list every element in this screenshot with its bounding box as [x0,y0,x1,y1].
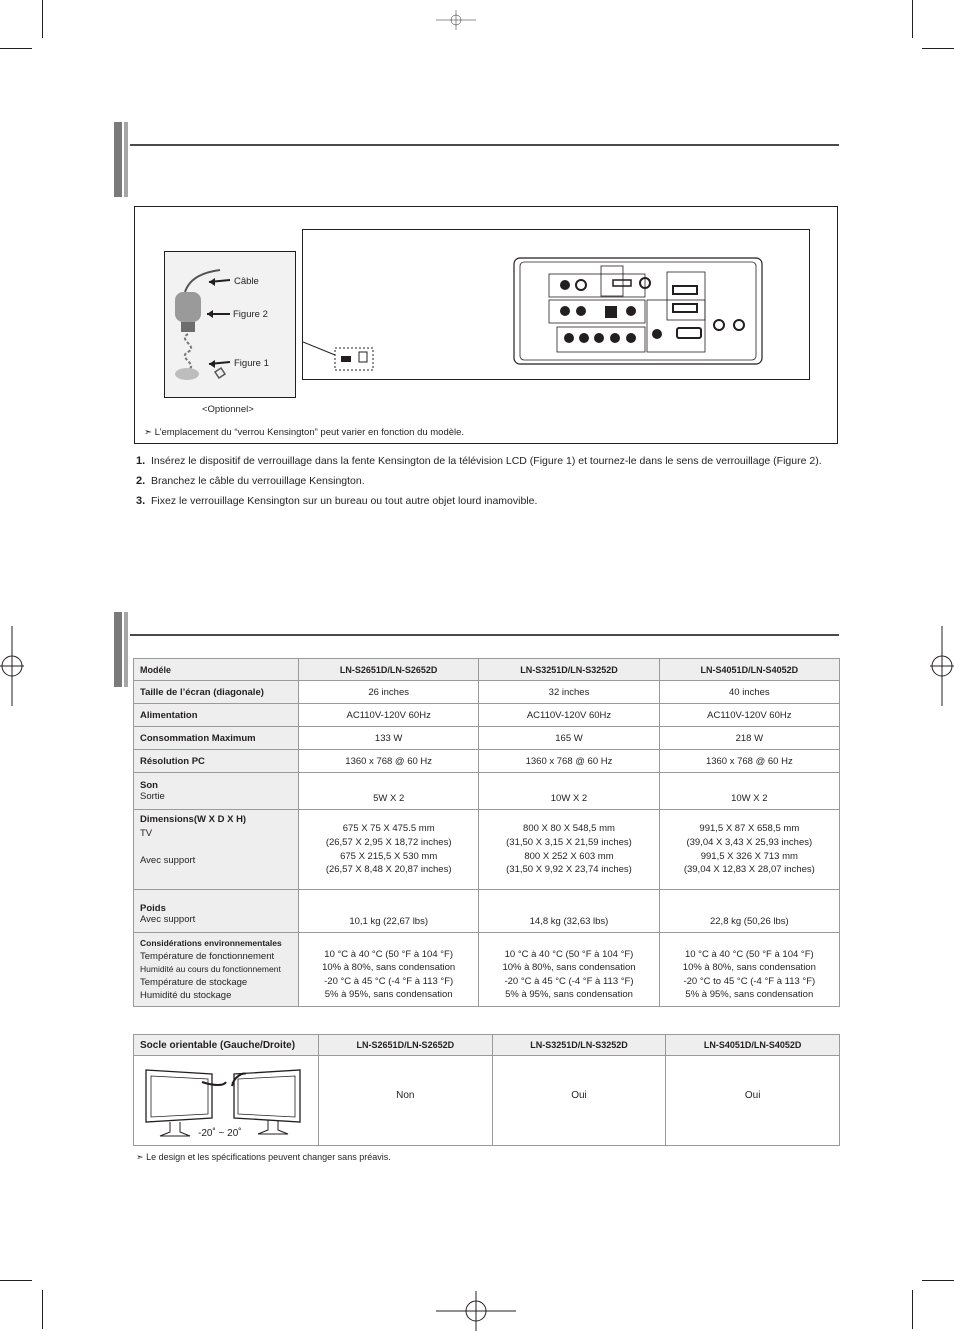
table-cell: 218 W [659,727,839,750]
row-label: Taille de l’écran (diagonale) [134,681,299,704]
cell-line: 675 X 75 X 475.5 mm [342,822,435,834]
cell-line: -20 °C à 45 °C (-4 °F à 113 °F) [324,975,454,987]
row-label: Résolution PC [134,750,299,773]
optional-caption: <Optionnel> [202,404,254,415]
row-label-sub: Avec support [140,914,196,925]
cell-line: 675 X 215,5 X 530 mm [340,850,438,862]
table-row [134,810,840,890]
table-cell [299,810,479,890]
cell-line: (31,50 X 3,15 X 21,59 inches) [506,836,632,848]
cell-line: -20 °C to 45 °C (-4 °F à 113 °F) [683,975,816,987]
row-label-title: Dimensions(W X D X H) [140,814,247,825]
table-cell: Oui [666,1056,840,1146]
step-number: 3. [136,495,146,507]
table-cell: 1360 x 768 @ 60 Hz [299,750,479,773]
swivel-illustration-cell [134,1056,319,1146]
note-arrow-icon: ➣ [144,427,152,438]
row-label-sub: TV [140,827,153,839]
cell-line: (26,57 X 2,95 X 18,72 inches) [325,836,452,848]
row-label-title: Poids [140,903,166,914]
registration-mark-icon [436,0,476,40]
cell-line: 800 X 80 X 548,5 mm [523,822,615,834]
cell-line: 10% à 80%, sans condensation [502,962,636,973]
spec-table [133,658,840,1007]
table-cell [479,933,659,1007]
crop-mark [912,0,913,38]
step-3 [136,495,537,507]
registration-mark-icon [930,626,954,706]
kensington-lock-illustration [165,252,295,397]
section-marker [124,122,128,197]
cell-line: 10% à 80%, sans condensation [322,962,456,973]
registration-mark-icon [436,1291,516,1331]
table-cell: 10W X 2 [479,773,659,810]
cell-line: 991,5 X 326 X 713 mm [700,850,798,862]
table-row [134,704,840,727]
header-cell: LN-S4051D/LN-S4052D [659,659,839,681]
cell-line: -20 °C à 45 °C (-4 °F à 113 °F) [504,975,634,987]
row-label-sub: Avec support [140,854,196,866]
label-figure-2: Figure 2 [233,309,268,320]
crop-mark [922,1280,954,1281]
table-row [134,727,840,750]
cell-line: (26,57 X 8,48 X 20,87 inches) [325,864,452,876]
table-row [134,933,840,1007]
header-cell: Socle orientable (Gauche/Droite) [134,1035,319,1056]
crop-mark [42,0,43,38]
step-number: 1. [136,455,146,467]
table-cell: 1360 x 768 @ 60 Hz [659,750,839,773]
table-row [134,1035,840,1056]
table-cell: Oui [492,1056,666,1146]
table-row [134,1056,840,1146]
section-marker [124,612,128,687]
section-rule [130,144,839,146]
table-row [134,659,840,681]
table-cell: AC110V-120V 60Hz [479,704,659,727]
row-label [134,810,299,890]
crop-mark [0,48,32,49]
note-arrow-icon: ➣ [136,1152,144,1162]
table-cell: 40 inches [659,681,839,704]
table-cell: 165 W [479,727,659,750]
cell-line: (39,04 X 12,83 X 28,07 inches) [683,864,815,876]
row-label-sub: Sortie [140,791,165,802]
row-label: Consommation Maximum [134,727,299,750]
step-1 [136,455,822,467]
label-cable: Câble [234,276,259,287]
tv-rear-illustration [303,230,809,379]
table-row [134,681,840,704]
kensington-note-text: L’emplacement du “verrou Kensington” peut varier en fonction du modèle. [154,427,465,438]
swivel-angle: -20˚ ~ 20˚ [198,1128,242,1139]
footnote [136,1152,391,1163]
cell-line: 10 °C à 40 °C (50 °F à 104 °F) [324,948,454,960]
cell-line: 5% à 95%, sans condensation [685,989,814,1000]
row-label [134,933,299,1007]
section-marker [114,122,122,197]
table-cell [299,933,479,1007]
table-row [134,773,840,810]
table-cell: 5W X 2 [299,773,479,810]
step-2 [136,475,365,487]
header-cell: LN-S2651D/LN-S2652D [299,659,479,681]
label-figure-1: Figure 1 [234,358,269,369]
row-label [134,890,299,933]
row-label: Alimentation [134,704,299,727]
tv-rear-panel [302,229,810,380]
cell-line: 991,5 X 87 X 658,5 mm [699,822,800,834]
step-text: Branchez le câble du verrouillage Kensington. [151,475,365,487]
step-text: Fixez le verrouillage Kensington sur un bureau ou tout autre objet lourd inamovible. [151,495,538,507]
table-cell: 22,8 kg (50,26 lbs) [659,890,839,933]
step-text: Insérez le dispositif de verrouillage dans la fente Kensington de la télévision LCD (Figure 1) et tournez-le dans le sens de verrouillage (Figure 2). [151,455,822,467]
kensington-figure [164,251,296,398]
section-rule [130,634,839,636]
table-cell: 10W X 2 [659,773,839,810]
cell-line: 5% à 95%, sans condensation [324,989,453,1000]
section-marker [114,612,122,687]
table-cell: AC110V-120V 60Hz [299,704,479,727]
crop-mark [922,48,954,49]
table-cell: 14,8 kg (32,63 lbs) [479,890,659,933]
cell-line: (39,04 X 3,43 X 25,93 inches) [686,836,813,848]
table-row [134,750,840,773]
crop-mark [42,1290,43,1329]
step-number: 2. [136,475,146,487]
table-cell: Non [319,1056,493,1146]
swivel-table [133,1034,840,1146]
row-label-sub: Humidité au cours du fonctionnement [140,964,281,974]
table-cell: 1360 x 768 @ 60 Hz [479,750,659,773]
table-cell: 10,1 kg (22,67 lbs) [299,890,479,933]
cell-line: 5% à 95%, sans condensation [505,989,633,1000]
row-label [134,773,299,810]
cell-line: 10 °C à 40 °C (50 °F à 104 °F) [504,948,634,960]
cell-line: 800 X 252 X 603 mm [524,850,614,862]
table-cell: AC110V-120V 60Hz [659,704,839,727]
row-label-sub: Température de stockage [140,977,248,988]
header-cell: LN-S3251D/LN-S3252D [479,659,659,681]
table-cell: 26 inches [299,681,479,704]
table-cell [659,810,839,890]
crop-mark [0,1280,32,1281]
crop-mark [912,1290,913,1329]
footnote-text: Le design et les spécifications peuvent changer sans préavis. [146,1152,391,1162]
header-cell: LN-S3251D/LN-S3252D [492,1035,666,1056]
cell-line: (31,50 X 9,92 X 23,74 inches) [506,864,632,876]
cell-line: 10% à 80%, sans condensation [682,962,816,973]
table-cell [659,933,839,1007]
registration-mark-icon [0,626,24,706]
row-label-title: Considérations environnementales [140,938,282,948]
kensington-note [144,427,464,438]
table-row [134,890,840,933]
header-cell: LN-S2651D/LN-S2652D [319,1035,493,1056]
table-cell [479,810,659,890]
table-cell: 32 inches [479,681,659,704]
cell-line: 10 °C à 40 °C (50 °F à 104 °F) [684,948,814,960]
row-label-sub: Humidité du stockage [140,990,232,1001]
row-label-sub: Température de fonctionnement [140,951,275,962]
row-label-title: Son [140,780,158,791]
header-cell: Modéle [134,659,299,681]
table-cell: 133 W [299,727,479,750]
header-cell: LN-S4051D/LN-S4052D [666,1035,840,1056]
